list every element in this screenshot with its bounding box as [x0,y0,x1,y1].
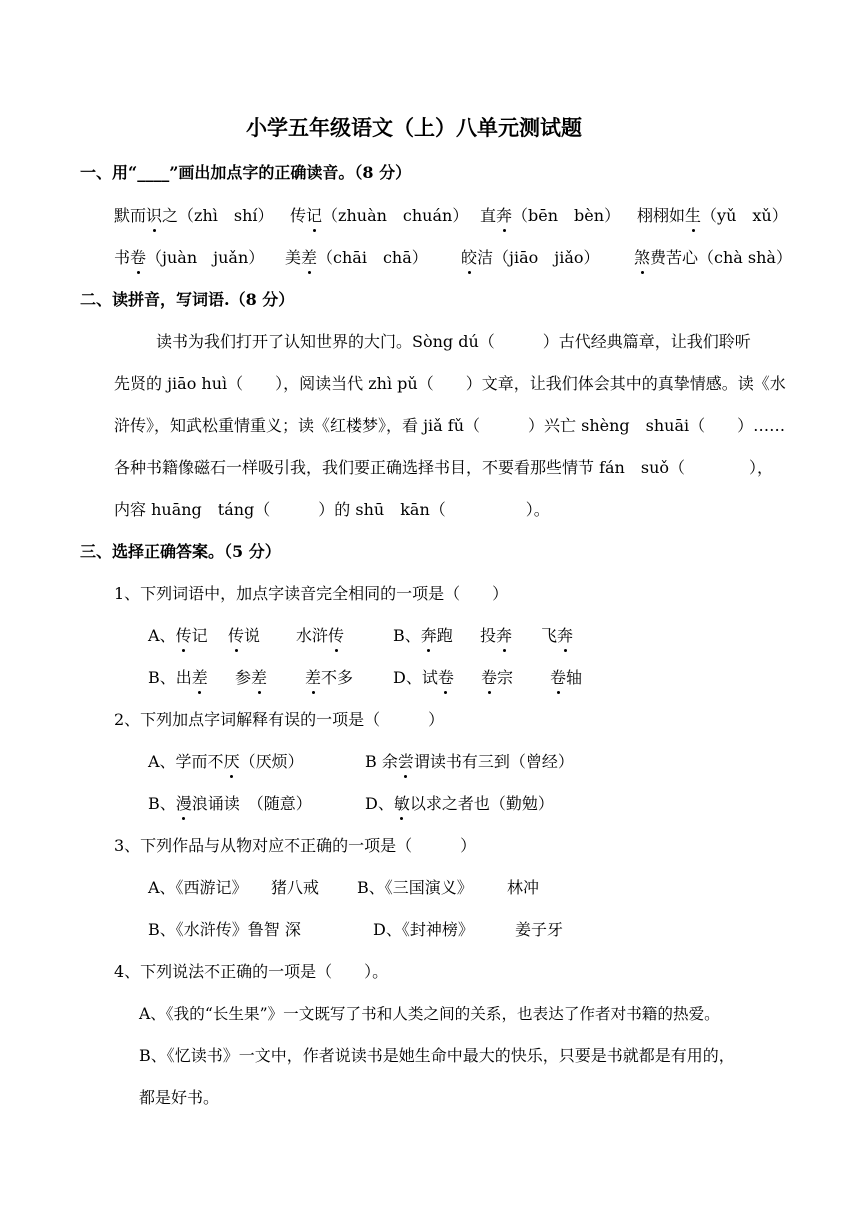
passage-line: 内容 huāng táng（ ）的 shū kān（ ）。 [114,500,550,519]
dotted-char: 生 [685,206,702,225]
passage-line: 读书为我们打开了认知世界的大门。Sòng dú（ ）古代经典篇章，让我们聆听 [156,332,751,351]
option-item: 飞奔 [541,626,574,645]
dotted-char: 奔 [420,626,437,645]
section-1-heading: 一、用“____”画出加点字的正确读音。（8 分） [80,163,412,182]
option-item: 差不多 [305,668,354,687]
option-item: 林冲 [507,878,540,897]
dotted-char: 传 [228,626,245,645]
pinyin-item: 传记（zhuàn chuán） [290,206,469,225]
dotted-char: 识 [146,206,163,225]
option-item: A、《我的“长生果”》一文既写了书和人类之间的关系，也表达了作者对书籍的热爱。 [139,1005,720,1023]
dotted-char: 传 [175,626,192,645]
dotted-char: 传 [328,626,345,645]
dotted-char: 煞 [634,248,651,267]
dotted-char: 奔 [496,626,513,645]
passage-line: 先贤的 jiāo huì（ ），阅读当代 zhì pǔ（ ）文章，让我们体会其中的真挚情感。读《水 [114,374,786,393]
option-item: B、《三国演义》 [357,878,473,897]
dotted-char: 厌 [223,752,240,771]
dotted-char: 卷 [130,248,147,267]
dotted-char: 奔 [557,626,574,645]
dotted-char: 卷 [550,668,567,687]
option-item: 传说 [228,626,261,645]
pinyin-item: 栩栩如生（yǔ xǔ） [637,206,788,225]
passage-line: 各种书籍像磁石一样吸引我，我们要正确选择书目，不要看那些情节 fán suǒ（ ）， [114,458,774,477]
question-3-stem: 3、下列作品与从物对应不正确的一项是（ ） [114,836,477,855]
option-item: D、试卷 [393,668,454,687]
section-2-heading: 二、读拼音，写词语.（8 分） [80,290,295,309]
dotted-char: 卷 [437,668,454,687]
option-item: B、奔跑 [393,626,453,645]
pinyin-item: 煞费苦心（chà shà） [634,248,792,267]
option-item: 水浒传 [296,626,345,645]
option-item: B、《忆读书》一文中，作者说读书是她生命中最大的快乐，只要是书就都是有用的， [139,1046,735,1065]
option-item: 猪八戒 [271,878,320,897]
dotted-char: 尝 [397,752,414,771]
dotted-char: 差 [191,668,208,687]
dotted-char: 皎 [461,248,478,267]
option-item: B 余尝谓读书有三到（曾经） [365,752,574,771]
question-4-stem: 4、下列说法不正确的一项是（ ）。 [114,962,389,981]
section-3-heading: 三、选择正确答案。（5 分） [80,542,281,561]
option-item: A、传记 [148,626,208,645]
dotted-char: 敏 [393,794,410,813]
pinyin-item: 美差（chāi chā） [285,248,428,267]
dotted-char: 奔 [496,206,513,225]
pinyin-item: 直奔（bēn bèn） [480,206,621,225]
pinyin-item: 皎洁（jiāo jiǎo） [461,248,600,267]
passage-line: 浒传》，知武松重情重义；读《红楼梦》，看 jiǎ fǔ（ ）兴亡 shèng shuāi（ ）…… [114,416,786,435]
option-item: B、出差 [148,668,208,687]
question-2-stem: 2、下列加点字词解释有误的一项是（ ） [114,710,445,729]
option-item: 姜子牙 [515,920,564,939]
option-item: B、《水浒传》鲁智 深 [148,920,301,939]
dotted-char: 差 [251,668,268,687]
option-item: 参差 [235,668,268,687]
dotted-char: 漫 [175,794,192,813]
option-item: D、敏以求之者也（勤勉） [365,794,554,813]
question-1-stem: 1、下列词语中，加点字读音完全相同的一项是（ ） [114,584,509,603]
option-item: 卷轴 [550,668,583,687]
option-item: 卷宗 [481,668,514,687]
dotted-char: 差 [305,668,322,687]
dotted-char: 卷 [481,668,498,687]
pinyin-item: 默而识之（zhì shí） [114,206,274,225]
option-item: D、《封神榜》 [373,920,474,939]
option-item: A、《西游记》 [148,878,248,897]
dotted-char: 记 [306,206,323,225]
page-title: 小学五年级语文（上）八单元测试题 [246,115,582,140]
pinyin-item: 书卷（juàn juǎn） [114,248,265,267]
option-item: B、漫浪诵读 （随意） [148,794,312,813]
option-item: A、学而不厌（厌烦） [148,752,304,771]
dotted-char: 差 [301,248,318,267]
option-item-continued: 都是好书。 [139,1088,220,1107]
option-item: 投奔 [480,626,513,645]
